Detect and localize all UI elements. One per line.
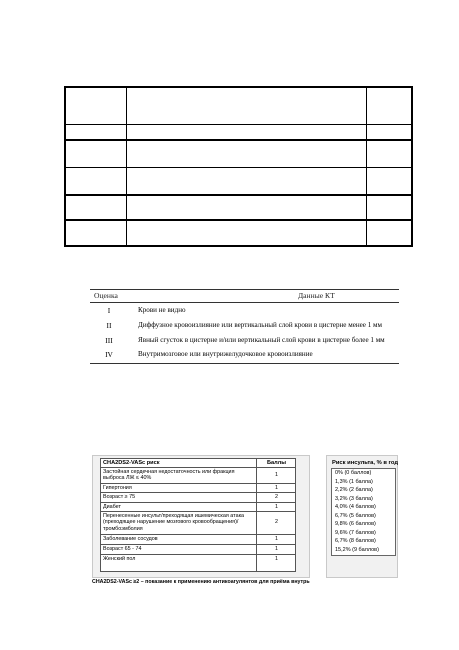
table-row-divider: [66, 139, 411, 141]
cha-factor: Заболевание сосудов: [103, 536, 158, 542]
cha-factor: Гипертония: [103, 485, 132, 491]
ct-grade: I: [107, 306, 111, 315]
ct-grade-header: Оценка: [94, 291, 118, 300]
table-row-divider: [100, 544, 296, 545]
cha-factor: Застойная сердечная недостаточность или фракция выброса ЛЖ ≤ 40%: [103, 469, 235, 482]
cha-points: 1: [275, 485, 278, 491]
ct-grade: IV: [105, 350, 113, 359]
ct-data-header: Данные КТ: [298, 291, 335, 300]
stroke-risk-item: 4,0% (4 баллов): [335, 504, 376, 510]
cha-points: 2: [275, 519, 278, 525]
cha2ds2vasc-table: [100, 458, 296, 572]
ct-grade: III: [105, 336, 113, 345]
stroke-risk-item: 0% (0 баллов): [335, 470, 372, 476]
cha-factor: Женский пол: [103, 556, 136, 562]
stroke-risk-item: 9,6% (7 баллов): [335, 529, 376, 536]
empty-table: [64, 86, 413, 247]
cha-factor-header: CHA2DS2-VASc риск: [103, 460, 160, 466]
cha-points: 1: [275, 472, 278, 478]
stroke-risk-item: 6,7% (5 баллов): [335, 512, 376, 519]
cha-factor: Диабет: [103, 504, 121, 510]
cha-points: 1: [275, 546, 278, 552]
table-row-divider: [100, 511, 296, 512]
table-header-rule: [90, 302, 399, 303]
stroke-risk-item: 15,2% (9 баллов): [335, 546, 379, 553]
stroke-risk-item: 2,2% (2 балла): [335, 487, 373, 493]
cha-factor: Возраст ≥ 75: [103, 494, 136, 500]
table-row-divider: [100, 483, 296, 484]
table-row-divider: [100, 554, 296, 555]
ct-grade: II: [106, 321, 112, 330]
stroke-risk-item: 9,8% (6 баллов): [335, 521, 376, 527]
table-row-divider: [100, 502, 296, 503]
ct-description: Крови не видно: [138, 306, 186, 314]
ct-description: Явный сгусток в цистерне и/или вертикальный слой крови в цистерне более 1 мм: [138, 336, 385, 344]
table-row-divider: [100, 467, 296, 468]
table-row-divider: [66, 167, 411, 168]
table-row-divider: [100, 492, 296, 493]
cha-factor: Возраст 65 - 74: [103, 546, 142, 552]
cha-factor: Перенесенные инсульт/преходящая ишемическая атака (преходящее нарушение мозгового кровообращения)/тромбоэмболия: [103, 513, 245, 532]
cha2ds2vasc-footnote: CHA2DS2-VASc ≥2 – показание к применению антикоагулянтов для приёма внутрь: [92, 579, 310, 585]
table-row-divider: [66, 194, 411, 196]
cha-points: 1: [275, 536, 278, 542]
ct-description: Внутримозговое или внутрижелудочковое кровоизлияние: [138, 350, 313, 358]
cha-points: 1: [275, 556, 278, 562]
ct-grading-table: [90, 289, 399, 365]
stroke-risk-list: [331, 468, 396, 556]
cha-points: 1: [275, 504, 278, 510]
table-row-divider: [100, 534, 296, 535]
stroke-risk-item: 1,3% (1 балла): [335, 478, 373, 485]
table-bottom-rule: [90, 363, 399, 364]
ct-description: Диффузное кровоизлияние или вертикальный слой крови в цистерне менее 1 мм: [138, 321, 383, 329]
table-row-divider: [66, 219, 411, 221]
table-top-rule: [90, 289, 399, 290]
stroke-risk-title: Риск инсульта, % в год: [332, 460, 399, 466]
stroke-risk-item: 6,7% (8 баллов): [335, 538, 376, 544]
cha-points-header: Баллы: [266, 460, 286, 466]
table-row-divider: [66, 124, 411, 125]
cha-points: 2: [275, 494, 278, 500]
stroke-risk-item: 3,2% (3 балла): [335, 495, 373, 502]
